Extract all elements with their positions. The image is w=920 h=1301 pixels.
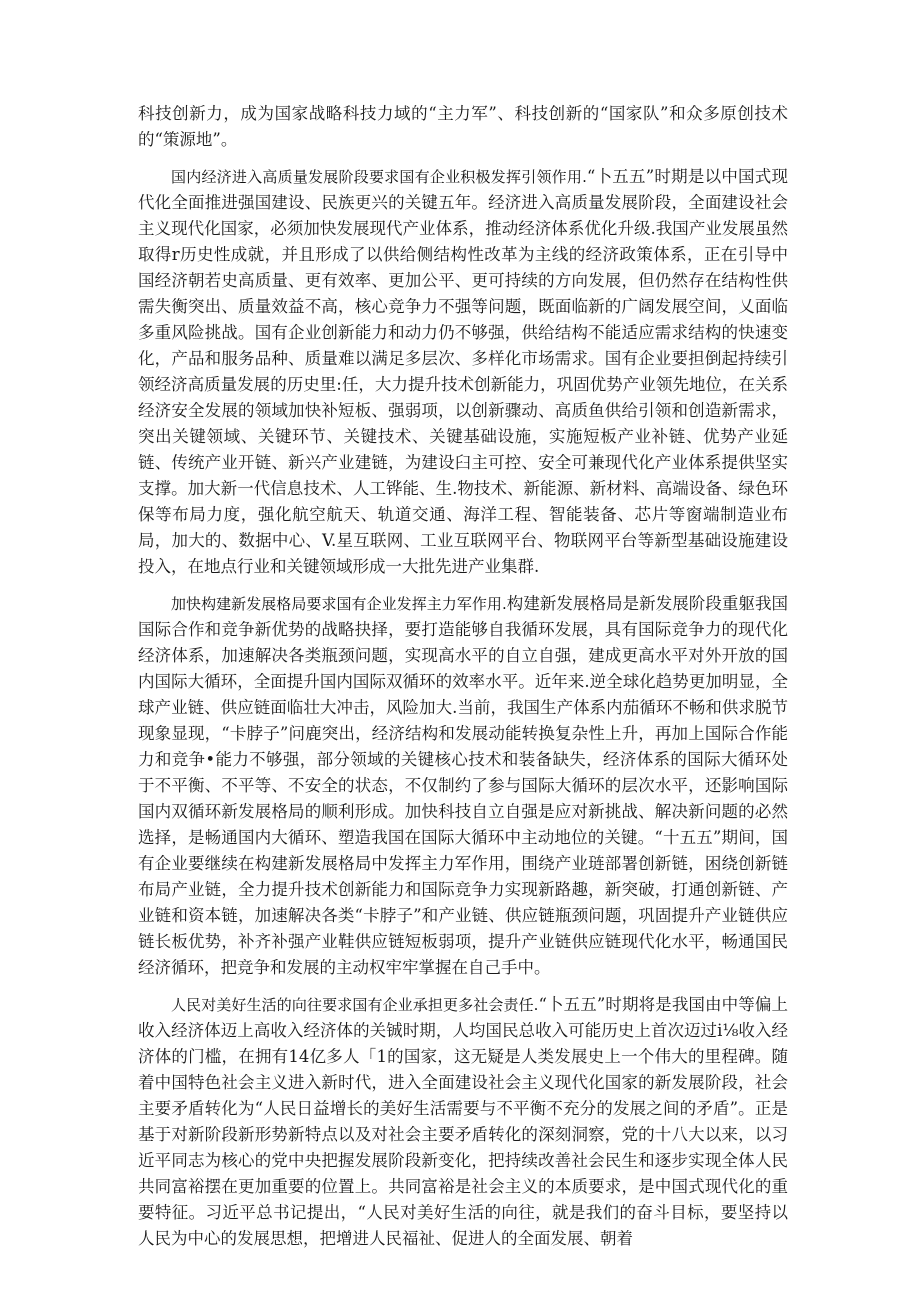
paragraph-lead: 人民对美好生活的向往要求国有企业承担更多社会责任. [171,996,539,1014]
paragraph-social-responsibility [138,992,788,1252]
paragraph-high-quality-development [138,164,788,580]
document-body [138,101,788,1263]
paragraph-new-development-pattern [138,591,788,981]
paragraph-text: 科技创新力，成为国家战略科技力域的“主力军”、科技创新的“国家队”和众多原创技术的“策源地”。 [138,104,788,149]
paragraph-text: “卜五五”时期将是我国由中等偏上收入经济体迈上高收入经济体的关铖时期，人均国民总收入可能历史上首次迈过i⅛收入经济体的门槛，在拥有14亿多人「1的国家，这无疑是人类发展史上一个伟大的里程碑。随着中国特色社会主义进入新时代，进入全面建设社会主义现代化国家的新发展阶段，社会主要矛盾转化为“人民日益增长的美好生活需要与不平衡不充分的发展之间的矛盾”。正是基于对新阶段新形势新特点以及对社会主要矛盾转化的深刻洞察，党的十八大以来，以习近平同志为核心的党中央把握发展阶段新变化，把持续改善社会民生和逐步实现全体人民共同富裕摆在更加重要的位置上。共同富裕是社会主义的本质要求，是中国式现代化的重要特征。习近平总书记提出，“人民对美好生活的向往，就是我们的奋斗目标，要坚持以人民为中心的发展思想，把增进人民福祉、促进人的全面发展、朝着 [138,995,788,1248]
paragraph-lead: 加快构建新发展格局要求国有企业发挥主力军作用. [171,595,507,613]
paragraph-continuation [138,101,788,153]
paragraph-text: 构建新发展格局是新发展阶段重躯我国国际合作和竞争新优势的战略抉择，要打造能够自我循环发展，具有国际竞争力的现代化经济体系，加速解决各类瓶颈问题，实现高水平的自立自强，建成更高水平对外开放的国内国际大循环，全面提升国内国际双循环的效率水平。近年来.逆全球化趋势更加明显，全球产业链、供应链面临壮大冲击，风险加大.当前，我国生产体系内茄循环不畅和供求脱节现象显现，“卡脖子”问鹿突出，经济结构和发展动能转换复杂性上升，再加上国际合作能力和竞争•能力不够强，部分领域的关键核心技术和装备缺失，经济体系的国际大循环处于不平衡、不平等、不安全的状态，不仅制约了参与国际大循环的层次水平，还影响国际国内双循环新发展格局的顺利形成。加快科技自立自强是应对新挑战、解决新问题的必然选择，是畅通国内大循环、塑造我国在国际大循环中主动地位的关键。“十五五”期间，国有企业要继续在构建新发展格局中发挥主力军作用，围绕产业琏部署创新链，困绕创新链布局产业链，全力提升技术创新能力和国际竞争力实现新路趣，新突破，打通创新链、产业链和资本链，加速解决各类“卡脖子”和产业链、供应链瓶颈问题，巩固提升产业链供应链长板优势，补齐补强产业鞋供应链短板弱项，提升产业链供应链现代化水平，畅通国民经济循环，把竞争和发展的主动权牢牢掌握在自己手中。 [138,594,788,977]
paragraph-lead: 国内经济进入高质量发展阶段要求国有企业积极发挥引领作用. [171,168,587,186]
paragraph-text: “卜五五”时期是以中国式现代化全面推进强国建设、民族更兴的关键五年。经济进入高质量发展阶段，全面建设社会主义现代化国家，必须加快发展现代产业体系，推动经济体系优化升级.我国产业发展虽然取得r历史性成就，并且形成了以供给侧结构性改革为主线的经济政策体系，正在引导中国经济朝若史高质量、更有效率、更加公平、更可持续的方向发展，但仍然存在结构性供需失衡突出、质量效益不高，核心竞争力不强等问题，既面临新的广阔发展空间，乂面临多重风险挑战。国有企业创新能力和动力仍不够强，供给结构不能适应需求结构的快速变化，产品和服务品种、质量难以满足多层次、多样化市场需求。国有企业要担倒起持续引领经济高质量发展的历史里:任，大力提升技术创新能力，巩固优势产业领先地位，在关系经济安全发展的领域加快补短板、强弱项，以创新骤动、高质鱼供给引领和创造新需求，突出关键领域、关键环节、关键技术、关键基础设施，实施短板产业补链、优势产业延链、传统产业开链、新兴产业建链，为建设臼主可控、安全可兼现代化产业体系提供坚实支撑。加大新一代信息技术、人工铧能、生.物技术、新能源、新材料、高端设备、绿色环保等布局力度，强化航空航天、轨道交通、海洋工程、智能装备、芯片等窗端制造业布局，加大的、数据中心、V.星互联网、工业互联网平台、物联网平台等新型基础设施建设投入，在地点行业和关键领域形成一大批先进产业集群. [138,167,788,576]
